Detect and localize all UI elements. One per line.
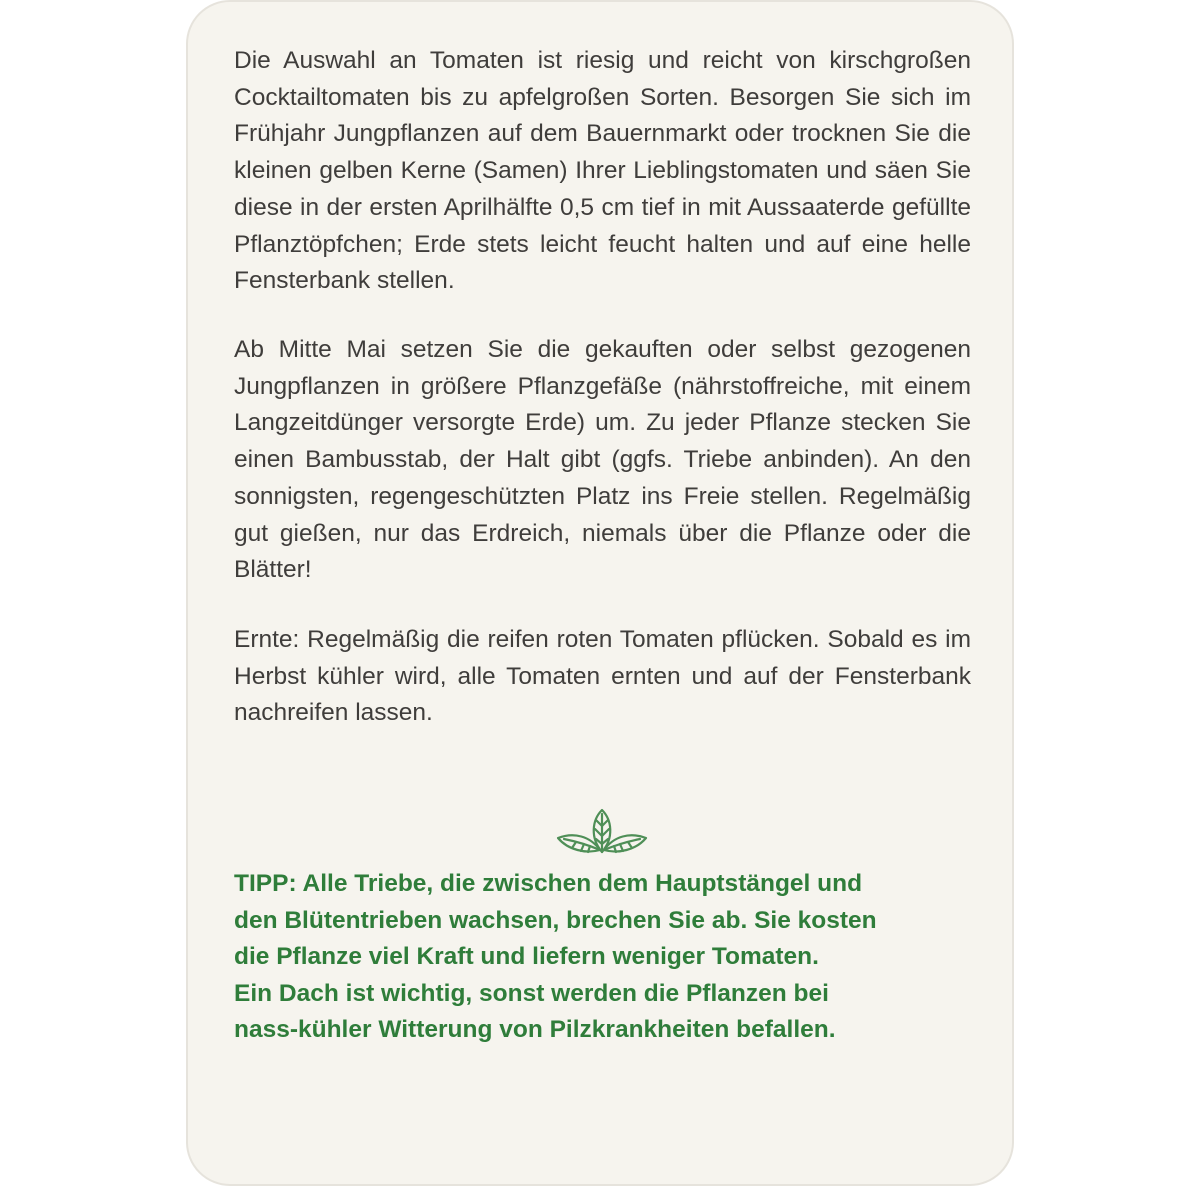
tip-line: den Blütentrieben wachsen, brechen Sie ab. Sie kosten	[234, 906, 877, 934]
leaves-icon	[556, 808, 648, 856]
tip-line: Ein Dach ist wichtig, sonst werden die Pflanzen bei	[234, 979, 829, 1007]
paragraph-harvest: Ernte: Regelmäßig die reifen roten Tomaten pflücken. Sobald es im Herbst kühler wird, alle Tomaten ernten und auf der Fensterbank nachreifen lassen.	[234, 626, 971, 727]
paragraph-planting: Ab Mitte Mai setzen Sie die gekauften oder selbst gezogenen Jungpflanzen in größere Pflanzgefäße (nährstoffreiche, mit einem Langzeitdünger versorgte Erde) um. Zu jeder Pflanze stecken Sie einen Bambusstab, der Halt gibt (ggfs. Triebe anbinden). An den sonnigsten, regengeschützten Platz ins Freie stellen. Regelmäßig gut gießen, nur das Erdreich, niemals über die Pflanze oder die Blätter!	[234, 336, 971, 584]
tomato-info-card	[186, 0, 1014, 1186]
tip-line: TIPP: Alle Triebe, die zwischen dem Hauptstängel und	[234, 870, 863, 897]
tip-line: die Pflanze viel Kraft und liefern weniger Tomaten.	[234, 943, 819, 971]
tip-box	[234, 866, 971, 1049]
tip-line: nass-kühler Witterung von Pilzkrankheiten befallen.	[234, 1016, 836, 1044]
paragraph-growing: Die Auswahl an Tomaten ist riesig und reicht von kirschgroßen Cocktailtomaten bis zu apfelgroßen Sorten. Besorgen Sie sich im Frühjahr Jungpflanzen auf dem Bauernmarkt oder trocknen Sie die kleinen gelben Kerne (Samen) Ihrer Lieblingstomaten und säen Sie diese in der ersten Aprilhälfte 0,5 cm tief in mit Aussaaterde gefüllte Pflanztöpfchen; Erde stets leicht feucht halten und auf eine helle Fensterbank stellen.	[234, 47, 971, 295]
